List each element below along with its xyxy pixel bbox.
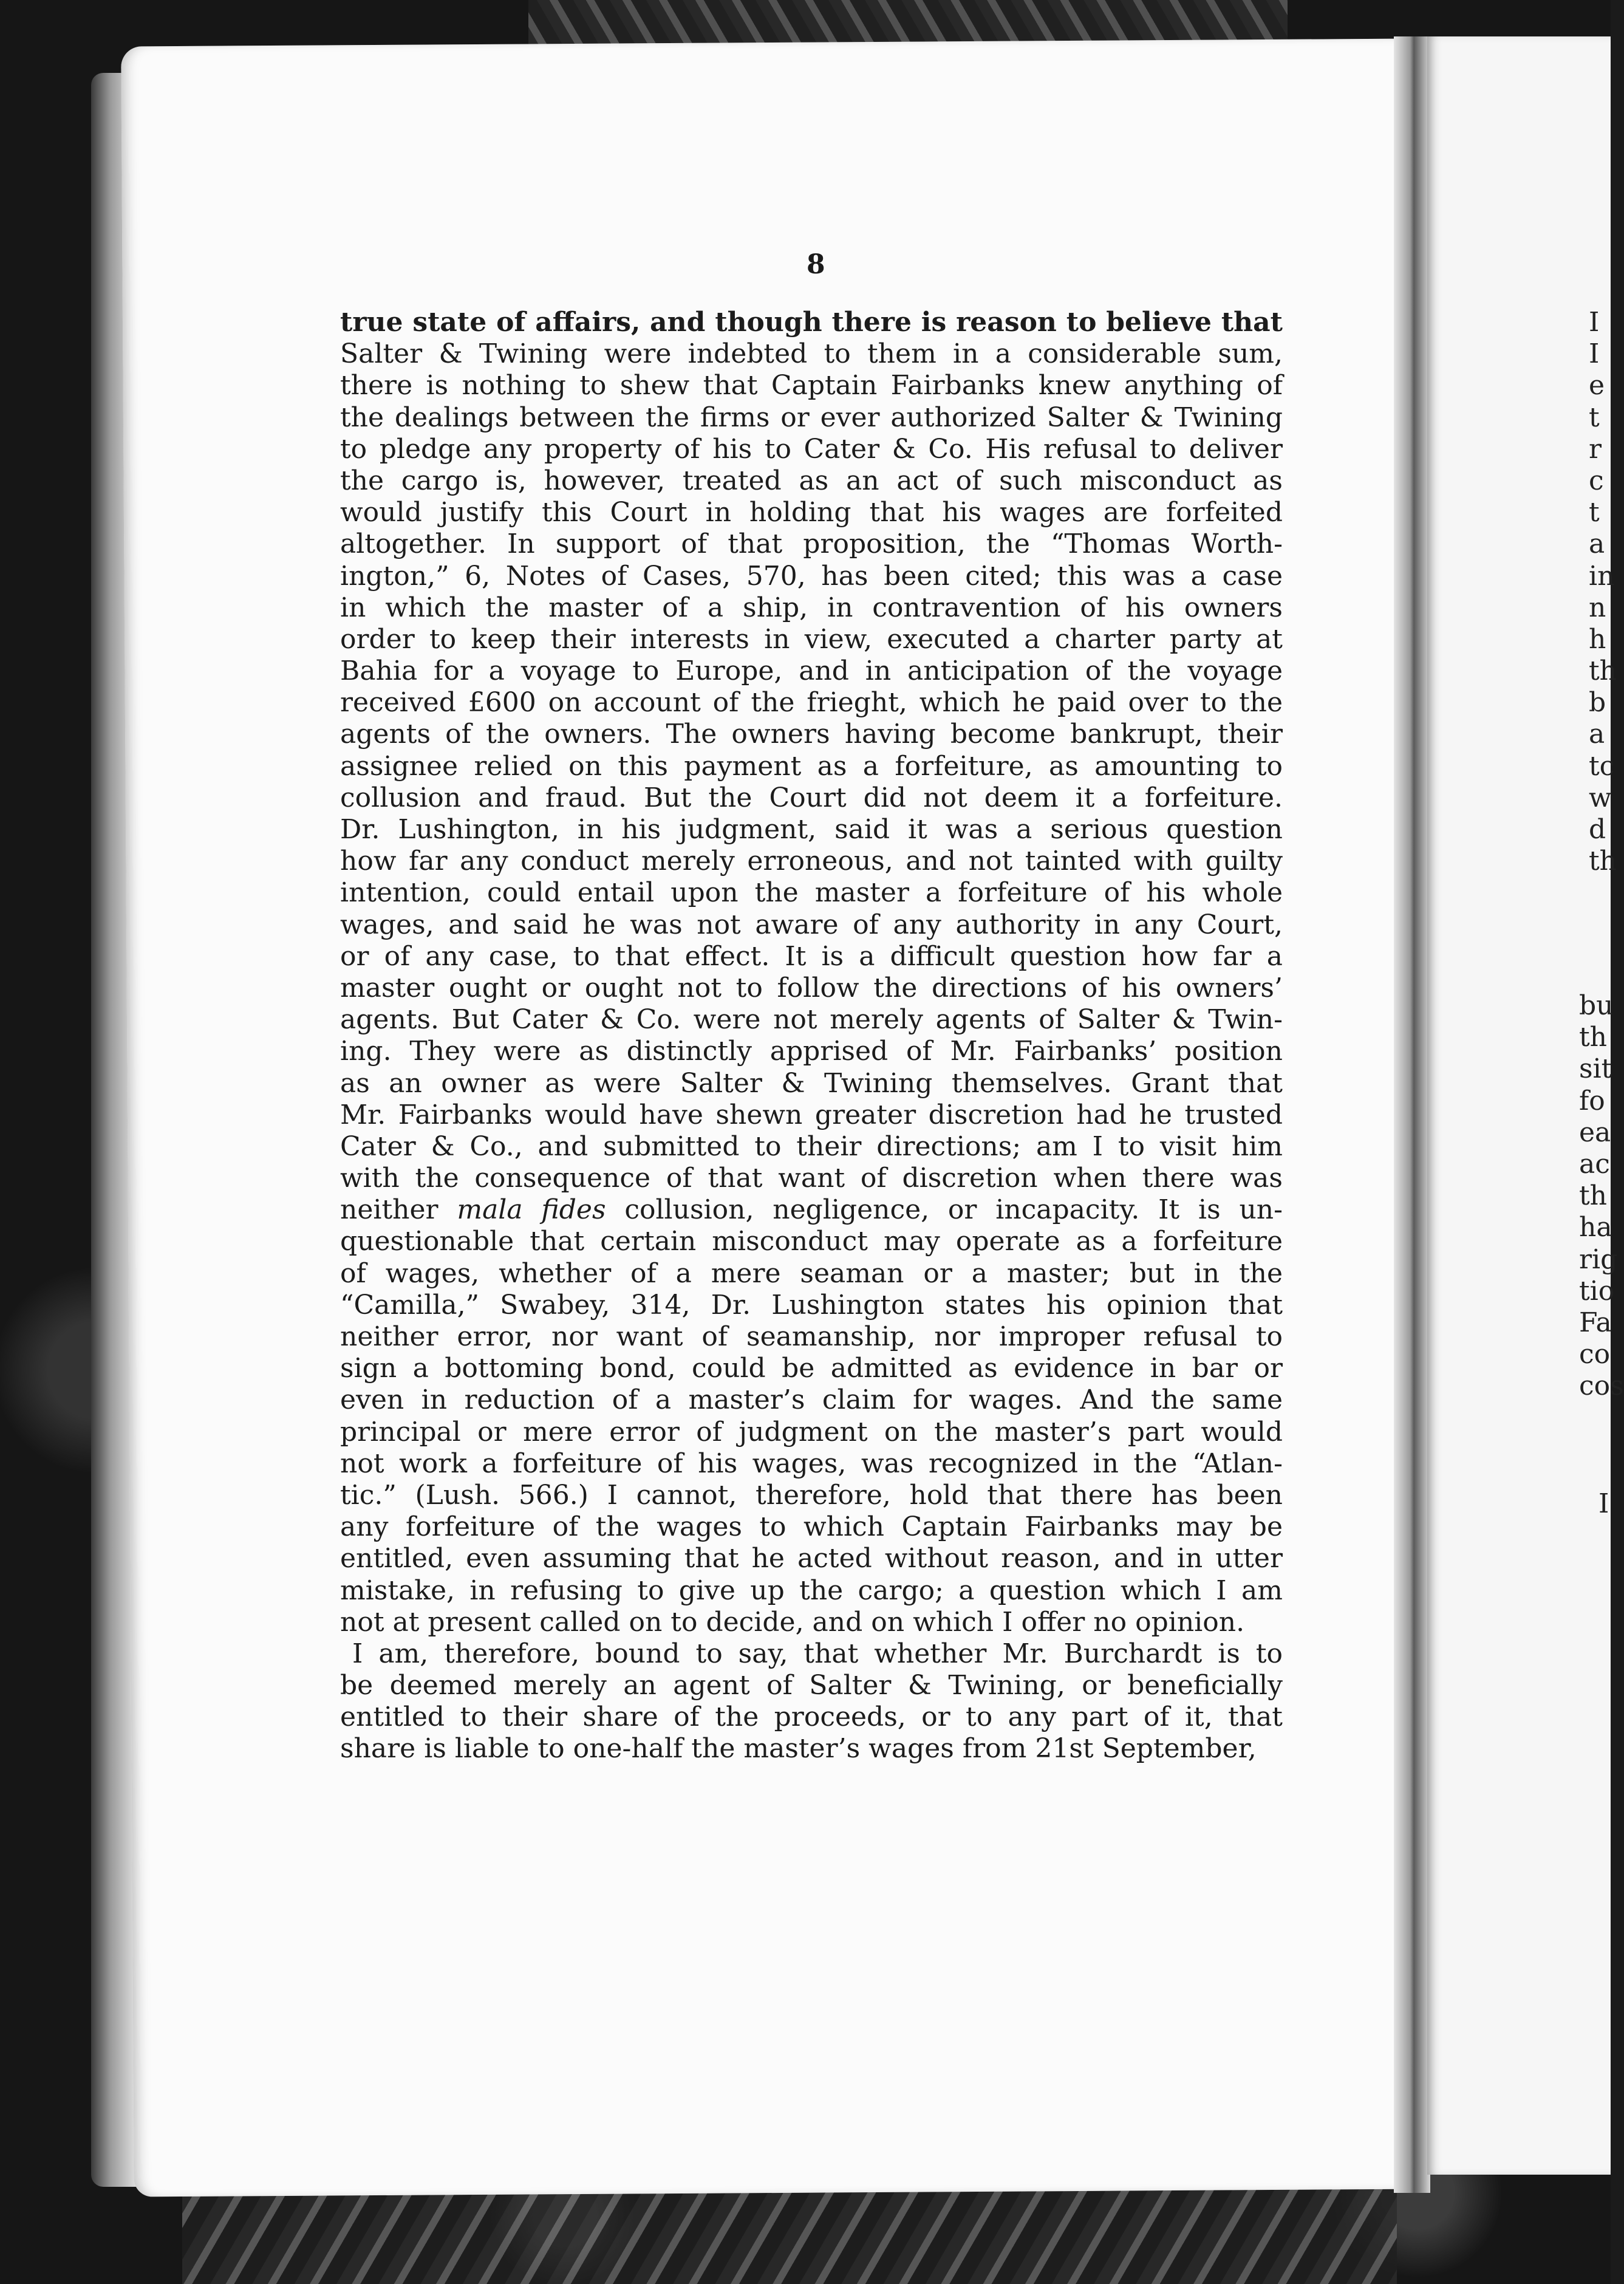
body-text-line: Mr. Fairbanks would have shewn greater discretion had he trusted — [340, 1099, 1283, 1130]
right-page-fragment: th — [1589, 846, 1617, 877]
body-text-line: entitled to their share of the proceeds, or to any part of it, that — [340, 1701, 1283, 1733]
right-page-fragment: rig — [1579, 1243, 1618, 1275]
body-text-line: to pledge any property of his to Cater & Co. His refusal to deliver — [340, 433, 1283, 465]
right-page-fragment: h — [1589, 623, 1606, 655]
right-page-fragment: ha — [1579, 1212, 1612, 1243]
body-text — [340, 307, 1283, 1765]
right-page-fragment: th — [1589, 655, 1617, 687]
right-page-fragment: n — [1589, 592, 1606, 623]
right-page-fragment: ea — [1579, 1116, 1611, 1148]
right-page-fragment: bu — [1579, 990, 1614, 1021]
body-text-line: assignee relied on this payment as a forfeiture, as amounting to — [340, 750, 1283, 782]
right-page-fragment: w — [1589, 782, 1612, 813]
right-page-text-middle — [1579, 990, 1624, 1402]
background-fabric-bottom — [182, 2187, 1397, 2284]
body-text-line: agents. But Cater & Co. were not merely agents of Salter & Twin- — [340, 1004, 1283, 1036]
body-text-line: the cargo is, however, treated as an act of such misconduct as — [340, 465, 1283, 496]
body-text-line: be deemed merely an agent of Salter & Twining, or beneficially — [340, 1670, 1283, 1701]
body-text-line: agents of the owners. The owners having become bankrupt, their — [340, 719, 1283, 750]
right-page-fragment: b — [1589, 687, 1606, 719]
right-page-fragment: I — [1589, 307, 1600, 338]
body-text-line: share is liable to one-half the master’s wages from 21st September, — [340, 1733, 1257, 1765]
body-text-line: collusion and fraud. But the Court did not deem it a forfeiture. — [340, 782, 1283, 813]
body-text-line: ing. They were as distinctly apprised of Mr. Fairbanks’ position — [340, 1036, 1283, 1067]
right-page-fragment: t — [1589, 402, 1600, 433]
right-page-fragment: I — [1589, 338, 1600, 370]
body-text-line: or of any case, to that effect. It is a difficult question how far a — [340, 940, 1283, 972]
right-page-fragment: th — [1579, 1022, 1608, 1053]
body-text-line: order to keep their interests in view, executed a charter party at — [340, 623, 1283, 655]
right-page-fragment: r — [1589, 433, 1602, 465]
right-page-fragment: ac — [1579, 1148, 1610, 1180]
right-page-fragment: e — [1589, 370, 1605, 402]
body-text-line: questionable that certain misconduct may operate as a forfeiture — [340, 1226, 1283, 1257]
body-text-line: any forfeiture of the wages to which Captain Fairbanks may be — [340, 1511, 1283, 1543]
body-text-line: true state of affairs, and though there is reason to believe that — [340, 307, 1283, 338]
right-page-fragment: a — [1589, 719, 1605, 750]
page-number: 8 — [807, 249, 825, 280]
body-text-line: master ought or ought not to follow the directions of his owners’ — [340, 972, 1283, 1004]
body-text-line: Salter & Twining were indebted to them in a considerable sum, — [340, 338, 1283, 370]
body-text-line: received £600 on account of the frieght, which he paid over to the — [340, 687, 1283, 719]
right-page-fragment: th — [1579, 1180, 1608, 1212]
body-text-line: sign a bottoming bond, could be admitted as evidence in bar or — [340, 1353, 1283, 1384]
body-text-line: neither mala fides collusion, negligence, or incapacity. It is un- — [340, 1194, 1283, 1226]
body-text-line: as an owner as were Salter & Twining themselves. Grant that — [340, 1067, 1283, 1099]
body-text-line: how far any conduct merely erroneous, and not tainted with guilty — [340, 846, 1283, 877]
body-text-line: in which the master of a ship, in contravention of his owners — [340, 592, 1283, 623]
body-text-line: intention, could entail upon the master a forfeiture of his whole — [340, 877, 1283, 909]
right-page-fragment: fo — [1579, 1085, 1605, 1116]
right-page-fragment: c — [1589, 465, 1604, 496]
body-text-line: “Camilla,” Swabey, 314, Dr. Lushington states his opinion that — [340, 1289, 1283, 1321]
body-text-line: neither error, nor want of seamanship, nor improper refusal to — [340, 1321, 1283, 1352]
body-text-line: entitled, even assuming that he acted without reason, and in utter — [340, 1543, 1283, 1575]
body-text-line: the dealings between the firms or ever authorized Salter & Twining — [340, 402, 1283, 433]
right-page-fragment: co — [1579, 1339, 1611, 1370]
body-text-line: not at present called on to decide, and on which I offer no opinion. — [340, 1606, 1245, 1638]
body-text-line: with the consequence of that want of discretion when there was — [340, 1163, 1283, 1194]
right-page-fragment: d — [1589, 814, 1606, 845]
body-text-line: mistake, in refusing to give up the cargo; a question which I am — [340, 1575, 1283, 1606]
right-page-fragment: tio — [1579, 1275, 1615, 1307]
body-text-line: not work a forfeiture of his wages, was recognized in the “Atlan- — [340, 1448, 1283, 1479]
body-text-line: even in reduction of a master’s claim for wages. And the same — [340, 1384, 1283, 1416]
body-text-line: principal or mere error of judgment on the master’s part would — [340, 1416, 1283, 1448]
right-page-fragment: in — [1589, 560, 1615, 592]
right-page-fragment: sit — [1579, 1053, 1612, 1085]
body-text-line: would justify this Court in holding that his wages are forfeited — [340, 497, 1283, 528]
right-page-fragment: tc — [1589, 750, 1615, 782]
right-page-fragment: a — [1589, 528, 1605, 560]
right-page-text-bottom: I — [1598, 1488, 1609, 1519]
body-text-line: ington,” 6, Notes of Cases, 570, has been cited; this was a case — [340, 560, 1283, 592]
body-text-line: there is nothing to shew that Captain Fairbanks knew anything of — [340, 370, 1283, 402]
body-text-line: Dr. Lushington, in his judgment, said it was a serious question — [340, 814, 1283, 845]
body-text-line: altogether. In support of that proposition, the “Thomas Worth- — [340, 528, 1283, 560]
body-text-line: wages, and said he was not aware of any authority in any Court, — [340, 909, 1283, 940]
body-text-line: tic.” (Lush. 566.) I cannot, therefore, hold that there has been — [340, 1479, 1283, 1511]
right-page-fragment: Fa — [1579, 1307, 1612, 1338]
body-text-line: Cater & Co., and submitted to their directions; am I to visit him — [340, 1130, 1283, 1162]
book-spine — [1394, 36, 1430, 2193]
body-text-line: Bahia for a voyage to Europe, and in anticipation of the voyage — [340, 655, 1283, 687]
right-page-fragment: t — [1589, 497, 1600, 528]
body-text-line: of wages, whether of a mere seaman or a master; but in the — [340, 1257, 1283, 1289]
right-page-fragment: cos — [1579, 1370, 1624, 1402]
body-text-line: I am, therefore, bound to say, that whether Mr. Burchardt is to — [352, 1638, 1283, 1669]
right-page-text-top — [1589, 307, 1617, 877]
